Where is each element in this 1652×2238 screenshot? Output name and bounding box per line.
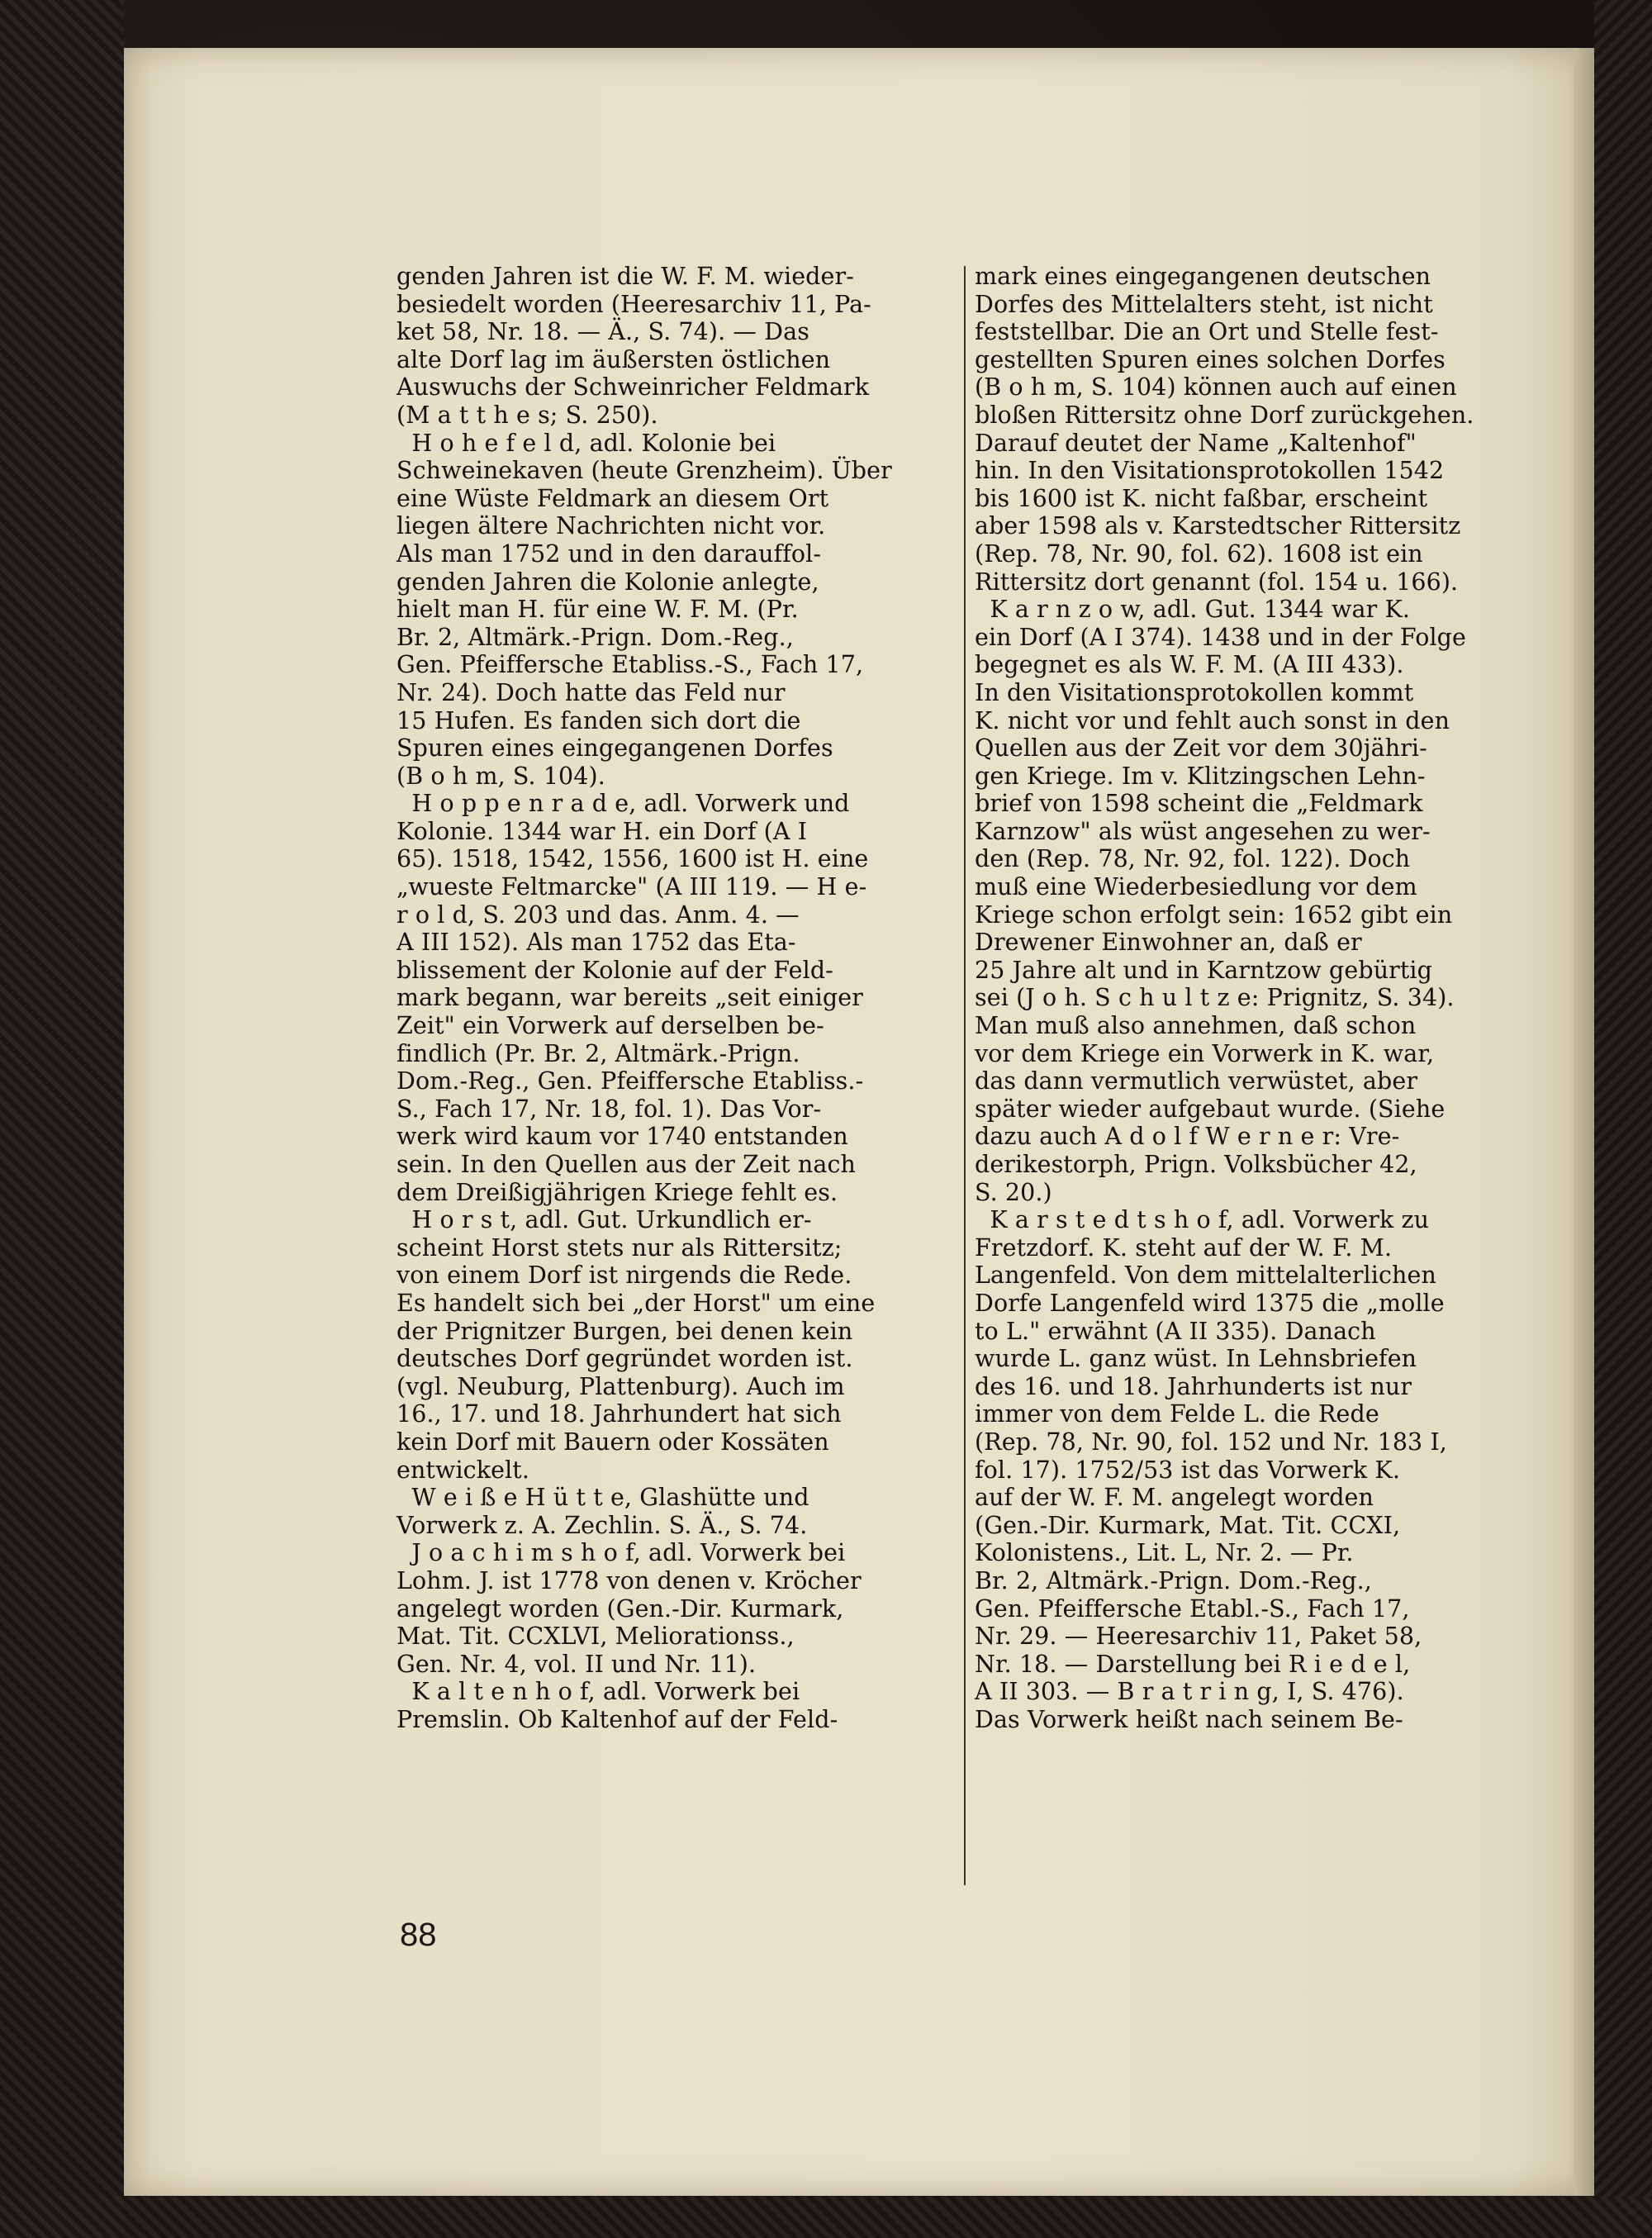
book-cover-edge-left [0, 0, 124, 2238]
page-fold [1574, 48, 1594, 2196]
left-column-text: genden Jahren ist die W. F. M. wieder- besiedelt worden (Heeresarchiv 11, Pa- ket 58, Nr. 18. — Ä., S. 74). — Das alte Dorf lag im äußersten östlichen Auswuchs der Schweinricher Feldmark (M a t t h e s; S. 250). H o h e f e l d, adl. Kolonie bei Schweinekaven (heute Grenzheim). Über eine Wüste Feldmark an diesem Ort liegen ältere Nachrichten nicht vor. Als man 1752 und in den darauffol- genden Jahren die Kolonie anlegte, hielt man H. für eine W. F. M. (Pr. Br. 2, Altmärk.-Prign. Dom.-Reg., Gen. Pfeiffersche Etabliss.-S., Fach 17, Nr. 24). Doch hatte das Feld nur 15 Hufen. Es fanden sich dort die Spuren eines eingegangenen Dorfes (B o h m, S. 104). H o p p e n r a d e, adl. Vorwerk und Kolonie. 1344 war H. ein Dorf (A I 65). 1518, 1542, 1556, 1600 ist H. eine „wueste Feltmarcke" (A III 119. — H e- r o l d, S. 203 und das. Anm. 4. — A III 152). Als man 1752 das Eta- blissement der Kolonie auf der Feld- mark begann, war bereits „seit einiger Zeit" ein Vorwerk auf derselben be- findlich (Pr. Br. 2, Altmärk.-Prign. Dom.-Reg., Gen. Pfeiffersche Etabliss.- S., Fach 17, Nr. 18, fol. 1). Das Vor- werk wird kaum vor 1740 entstanden sein. In den Quellen aus der Zeit nach dem Dreißigjährigen Kriege fehlt es. H o r s t, adl. Gut. Urkundlich er- scheint Horst stets nur als Rittersitz; von einem Dorf ist nirgends die Rede. Es handelt sich bei „der Horst" um eine der Prignitzer Burgen, bei denen kein deutsches Dorf gegründet worden ist. (vgl. Neuburg, Plattenburg). Auch im 16., 17. und 18. Jahrhundert hat sich kein Dorf mit Bauern oder Kossäten entwickelt. W e i ß e H ü t t e, Glashütte und Vorwerk z. A. Zechlin. S. Ä., S. 74. J o a c h i m s h o f, adl. Vorwerk bei Lohm. J. ist 1778 von denen v. Kröcher angelegt worden (Gen.-Dir. Kurmark, Mat. Tit. CCXLVI, Meliorationss., Gen. Nr. 4, vol. II und Nr. 11). K a l t e n h o f, adl. Vorwerk bei Premslin. Ob Kaltenhof auf der Feld- [396, 263, 892, 1733]
column-divider [964, 266, 966, 1885]
book-cover-edge-bottom [0, 2197, 1652, 2238]
page-number: 88 [400, 1917, 437, 1953]
book-cover-edge-right [1594, 0, 1652, 2238]
left-text-column [396, 263, 925, 1733]
right-column-text: mark eines eingegangenen deutschen Dorfes des Mittelalters steht, ist nicht feststellbar. Die an Ort und Stelle fest- gestellten Spuren eines solchen Dorfes (B o h m, S. 104) können auch auf einen bloßen Rittersitz ohne Dorf zurückgehen. Darauf deutet der Name „Kaltenhof" hin. In den Visitationsprotokollen 1542 bis 1600 ist K. nicht faßbar, erscheint aber 1598 als v. Karstedtscher Rittersitz (Rep. 78, Nr. 90, fol. 62). 1608 ist ein Rittersitz dort genannt (fol. 154 u. 166). K a r n z o w, adl. Gut. 1344 war K. ein Dorf (A I 374). 1438 und in der Folge begegnet es als W. F. M. (A III 433). In den Visitationsprotokollen kommt K. nicht vor und fehlt auch sonst in den Quellen aus der Zeit vor dem 30jähri- gen Kriege. Im v. Klitzingschen Lehn- brief von 1598 scheint die „Feldmark Karnzow" als wüst angesehen zu wer- den (Rep. 78, Nr. 92, fol. 122). Doch muß eine Wiederbesiedlung vor dem Kriege schon erfolgt sein: 1652 gibt ein Drewener Einwohner an, daß er 25 Jahre alt und in Karntzow gebürtig sei (J o h. S c h u l t z e: Prignitz, S. 34). Man muß also annehmen, daß schon vor dem Kriege ein Vorwerk in K. war, das dann vermutlich verwüstet, aber später wieder aufgebaut wurde. (Siehe dazu auch A d o l f W e r n e r: Vre- derikestorph, Prign. Volksbücher 42, S. 20.) K a r s t e d t s h o f, adl. Vorwerk zu Fretzdorf. K. steht auf der W. F. M. Langenfeld. Von dem mittelalterlichen Dorfe Langenfeld wird 1375 die „molle to L." erwähnt (A II 335). Danach wurde L. ganz wüst. In Lehnsbriefen des 16. und 18. Jahrhunderts ist nur immer von dem Felde L. die Rede (Rep. 78, Nr. 90, fol. 152 und Nr. 183 I, fol. 17). 1752/53 ist das Vorwerk K. auf der W. F. M. angelegt worden (Gen.-Dir. Kurmark, Mat. Tit. CCXI, Kolonistens., Lit. L, Nr. 2. — Pr. Br. 2, Altmärk.-Prign. Dom.-Reg., Gen. Pfeiffersche Etabl.-S., Fach 17, Nr. 29. — Heeresarchiv 11, Paket 58, Nr. 18. — Darstellung bei R i e d e l, A II 303. — B r a t r i n g, I, S. 476). Das Vorwerk heißt nach seinem Be- [975, 263, 1474, 1733]
right-text-column [975, 263, 1516, 1733]
